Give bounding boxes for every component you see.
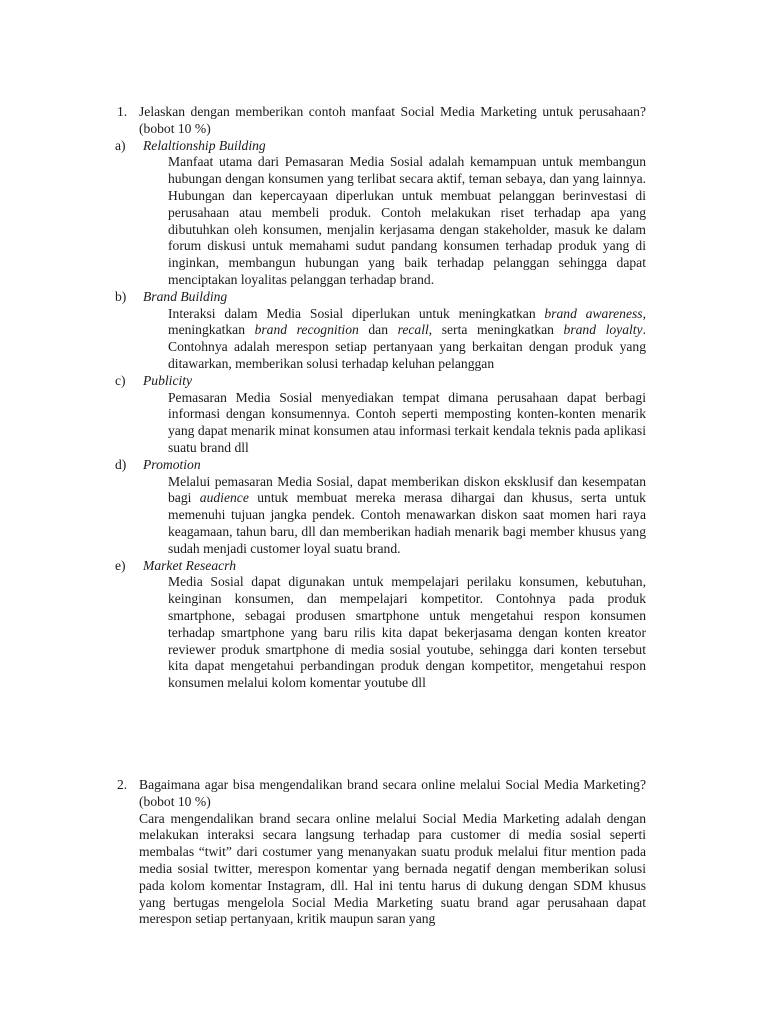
item-title: Publicity (143, 372, 193, 388)
item-body (139, 306, 646, 373)
question-2 (117, 777, 646, 928)
question-text: Bagaimana agar bisa mengendalikan brand secara online melalui Social Media Marketing? (bobot 10 %) (139, 777, 646, 809)
list-item-market-research (115, 557, 646, 692)
item-body: Manfaat utama dari Pemasaran Media Sosial adalah kemampuan untuk membangun hubungan dengan konsumen yang terlibat secara aktif, teman sebaya, dan yang lainnya. Hubungan dan kepercayaan diperlukan untuk membuat pelanggan berinvestasi di perusahaan atau membeli produk. Contoh melakukan riset terhadap apa yang dibutuhkan oleh konsumen, menjalin kerjasama dengan stakeholder, masuk ke dalam forum diskusi untuk memahami sudut pandang konsumen terhadap produk yang di inginkan, membangun hubungan yang baik terhadap pelanggan sehingga dapat menciptakan loyalitas pelanggan terhadap brand. (168, 154, 646, 287)
term-audience: audience (199, 490, 249, 506)
term-brand-awareness: brand awareness (544, 305, 643, 321)
item-label: d) (115, 456, 127, 472)
body-text: untuk membuat mereka merasa dihargai dan khusus, serta untuk memenuhi tujuan jangka pendek. Contoh menawarkan diskon saat momen hari raya keagamaan, tahun baru, dll dan memberikan hadiah menarik bagi member khusus yang sudah menjadi customer loyal suatu brand. (168, 490, 646, 556)
item-title: Brand Building (143, 288, 228, 304)
body-text: dan (358, 322, 398, 338)
item-title: Relaltionship Building (143, 137, 266, 153)
answer-text: Cara mengendalikan brand secara online melalui Social Media Marketing adalah dengan melakukan interaksi secara langsung terhadap para customer di media sosial seperti membalas “twit” dari costumer yang menanyakan suatu produk melalui fitur mention pada media sosial twitter, merespon komentar yang bernada negatif dengan memberikan solusi pada kolom komentar Instagram, dll. Hal ini tentu harus di dukung dengan SDM khusus yang bertugas mengelola Social Media Marketing suatu brand agar perusahaan dapat merespon setiap pertanyaan, kritik maupun saran yang (139, 810, 646, 927)
list-item-publicity (115, 372, 646, 457)
question-number: 1. (117, 104, 128, 119)
body-text: Melalui pemasaran Media Sosial, dapat memberikan diskon eksklusif dan kesempatan bagi (168, 473, 646, 506)
question-text: Jelaskan dengan memberikan contoh manfaat Social Media Marketing untuk perusahaan? (bobot 10 %) (139, 104, 646, 136)
term-brand-loyalty: brand loyalty (563, 322, 643, 338)
list-item-relationship-building (115, 137, 646, 289)
item-label: a) (115, 137, 126, 153)
body-text: Interaksi dalam Media Sosial diperlukan untuk meningkatkan (168, 305, 545, 321)
body-text: . Contohnya adalah merespon setiap pertanyaan yang berkaitan dengan produk yang ditawarkan, memberikan solusi terhadap keluhan pelanggan (168, 322, 646, 371)
question-number: 2. (117, 777, 128, 792)
body-text: , meningkatkan (168, 305, 646, 338)
item-body: Pemasaran Media Sosial menyediakan tempat dimana perusahaan dapat berbagi informasi dengan konsumennya. Contoh seperti memposting konten-konten menarik yang dapat menarik minat konsumen atau informasi terkait kendala teknis pada aplikasi suatu brand dll (168, 389, 646, 455)
item-label: c) (115, 372, 126, 388)
item-label: e) (115, 557, 126, 573)
list-item-brand-building (115, 288, 646, 373)
answer-list (115, 137, 646, 692)
body-text: , serta meningkatkan (428, 322, 564, 338)
item-title: Market Reseacrh (143, 557, 236, 573)
item-label: b) (115, 288, 127, 304)
term-brand-recognition: brand recognition (254, 322, 359, 338)
question-1 (115, 104, 646, 692)
item-body (139, 474, 646, 558)
item-title: Promotion (143, 456, 201, 472)
list-item-promotion (115, 456, 646, 558)
item-body: Media Sosial dapat digunakan untuk mempelajari perilaku konsumen, kebutuhan, keinginan konsumen, dan mempelajari kompetitor. Contohnya pada produk smartphone, sebagai produsen smartphone untuk mengetahui respon konsumen terhadap smartphone yang baru rilis kita dapat bekerjasama dengan konten kreator reviewer produk smartphone di media sosial youtube, sehingga dari konten tersebut kita dapat mengetahui perbandingan produk dengan kompetitor, mengetahui respon konsumen melalui kolom komentar youtube dll (168, 574, 646, 691)
term-recall: recall (397, 322, 429, 338)
